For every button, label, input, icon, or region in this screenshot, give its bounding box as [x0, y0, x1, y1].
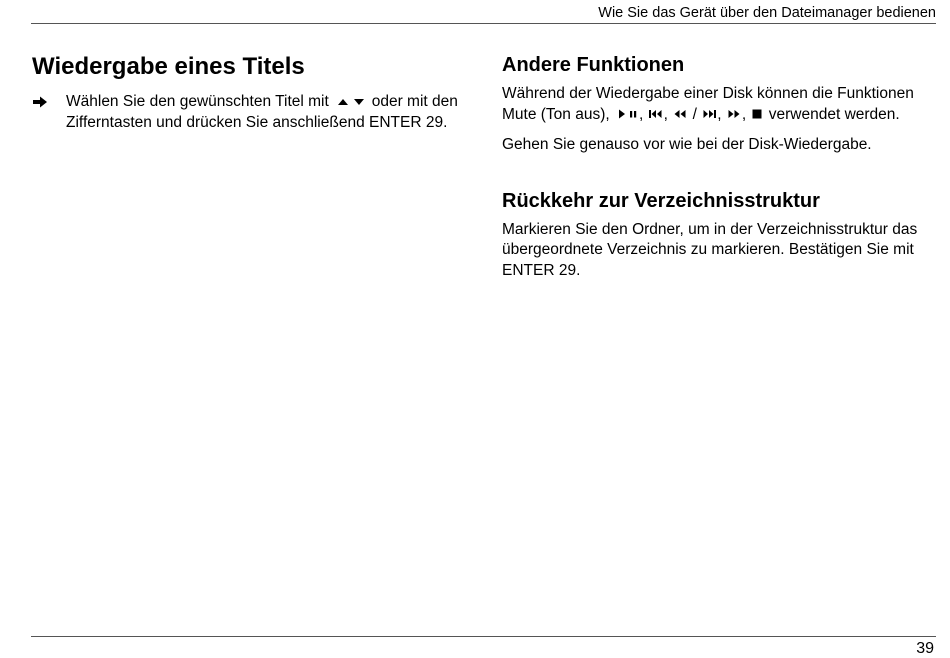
other-functions-text-after: verwendet werden.: [768, 105, 900, 123]
stop-icon: [750, 108, 764, 120]
footer-rule: [31, 636, 936, 637]
right-column: [502, 52, 936, 281]
section-heading-other-functions: Andere Funktionen: [502, 54, 685, 76]
comma-separator: ,: [717, 105, 722, 123]
left-column: [32, 52, 472, 133]
section-heading-play-title: Wiedergabe eines Titels: [32, 53, 305, 80]
other-functions-text: [502, 84, 936, 125]
directory-return-text: Markieren Sie den Ordner, um in der Verzeichnisstruktur das übergeordnete Verzeichnis zu markieren. Bestätigen Sie mit ENTER 29.: [502, 220, 918, 279]
up-arrow-key-icon: [337, 97, 349, 107]
fast-forward-icon: [726, 108, 742, 120]
skip-next-icon: [701, 108, 717, 120]
slash-separator: /: [692, 105, 697, 123]
skip-previous-icon: [648, 108, 664, 120]
comma-separator: ,: [639, 105, 644, 123]
section-heading-directory-return: Rückkehr zur Verzeichnisstruktur: [502, 189, 820, 212]
instruction-text-after: oder mit den Zifferntasten und drücken Sie anschließend ENTER 29.: [66, 93, 458, 131]
play-pause-icon: [617, 108, 639, 120]
comma-separator: ,: [663, 105, 668, 123]
rewind-icon: [672, 108, 688, 120]
other-functions-text-before: Während der Wiedergabe einer Disk können die Funktionen Mute (Ton aus),: [502, 85, 914, 123]
page-number: 39: [916, 640, 934, 657]
comma-separator: ,: [741, 105, 747, 123]
disk-playback-note: Gehen Sie genauso vor wie bei der Disk-Wiedergabe.: [502, 136, 872, 153]
instruction-bullet: [32, 92, 472, 133]
right-arrow-icon: [32, 95, 48, 109]
instruction-text: [66, 92, 472, 133]
instruction-text-before: Wählen Sie den gewünschten Titel mit: [66, 93, 329, 110]
down-arrow-key-icon: [353, 97, 365, 107]
running-header: Wie Sie das Gerät über den Dateimanager bedienen: [598, 5, 936, 21]
header-rule: [31, 23, 936, 24]
